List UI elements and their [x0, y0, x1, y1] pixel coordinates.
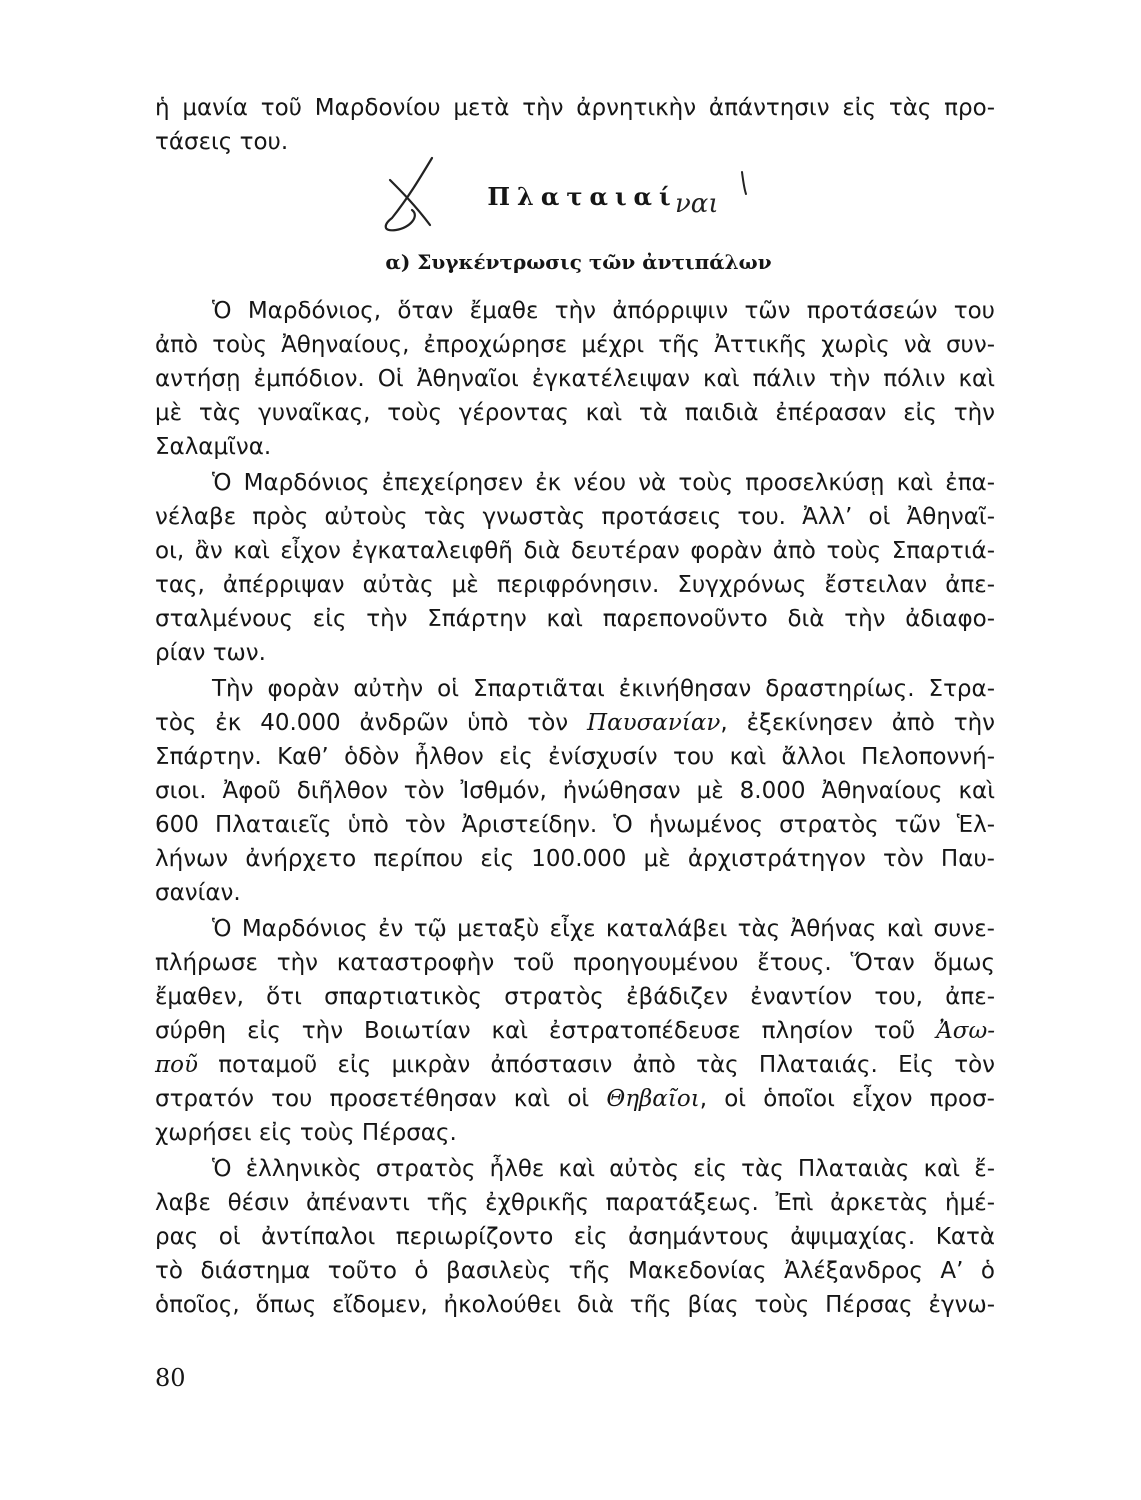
text-line: τὸς ἐκ 40.000 ἀνδρῶν ὑπὸ τὸν Παυσανίαν, ἐξεκίνησεν ἀπὸ τὴν — [155, 710, 996, 736]
text-line: Τὴν φορὰν αὐτὴν οἱ Σπαρτιᾶται ἐκινήθησαν δραστηρίως. Στρα- — [212, 676, 995, 702]
italic-term: Παυσανίαν — [587, 710, 721, 736]
text-line: Σαλαμῖνα. — [155, 434, 272, 460]
text-line: τας, ἀπέρριψαν αὐτὰς μὲ περιφρόνησιν. Συγχρόνως ἔστειλαν ἀπε- — [155, 572, 995, 598]
italic-term: Θηβαῖοι — [606, 1086, 700, 1112]
paragraph — [155, 466, 995, 670]
text-line: Σπάρτην. Καθ’ ὁδὸν ἦλθον εἰς ἐνίσχυσίν του καὶ ἄλλοι Πελοποννή- — [155, 744, 995, 770]
text-line: Ὁ Μαρδόνιος ἐπεχείρησεν ἐκ νέου νὰ τοὺς προσελκύσῃ καὶ ἐπα- — [212, 470, 995, 496]
body-text — [155, 294, 995, 1322]
paragraph — [155, 912, 995, 1150]
intro-text — [155, 91, 995, 159]
italic-term: ποῦ — [155, 1052, 198, 1078]
subheading: α) Συγκέντρωσις τῶν ἀντιπάλων — [385, 250, 772, 274]
text-line: σιοι. Ἀφοῦ διῆλθον τὸν Ἰσθμόν, ἠνώθησαν μὲ 8.000 Ἀθηναίους καὶ — [155, 778, 995, 804]
text-line: Ὁ Μαρδόνιος ἐν τῷ μεταξὺ εἶχε καταλάβει τὰς Ἀθήνας καὶ συνε- — [212, 916, 995, 942]
paragraph — [155, 294, 995, 464]
text-line: ἔμαθεν, ὅτι σπαρτιατικὸς στρατὸς ἐβάδιζεν ἐναντίον του, ἀπε- — [155, 984, 995, 1010]
text-line: τὸ διάστημα τοῦτο ὁ βασιλεὺς τῆς Μακεδονίας Ἀλέξανδρος Α’ ὁ — [155, 1258, 995, 1284]
page-number: 80 — [155, 1364, 186, 1392]
text-line: νέλαβε πρὸς αὐτοὺς τὰς γνωστὰς προτάσεις του. Ἀλλ’ οἱ Ἀθηναῖ- — [155, 504, 995, 530]
text-line: πλήρωσε τὴν καταστροφὴν τοῦ προηγουμένου ἔτους. Ὅταν ὅμως — [155, 950, 995, 976]
text-line: λαβε θέσιν ἀπέναντι τῆς ἐχθρικῆς παρατάξεως. Ἐπὶ ἀρκετὰς ἡμέ- — [155, 1190, 995, 1216]
paragraph — [155, 1152, 995, 1322]
text-line: σύρθη εἰς τὴν Βοιωτίαν καὶ ἐστρατοπέδευσε πλησίον τοῦ Ἀσω- — [155, 1018, 995, 1044]
text-line: ρας οἱ ἀντίπαλοι περιωρίζοντο εἰς ἀσημάντους ἀψιμαχίας. Κατὰ — [155, 1224, 995, 1250]
text-line: 600 Πλαταιεῖς ὑπὸ τὸν Ἀριστείδην. Ὁ ἡνωμένος στρατὸς τῶν Ἑλ- — [155, 812, 995, 838]
text-line: ὁποῖος, ὅπως εἴδομεν, ἠκολούθει διὰ τῆς βίας τοὺς Πέρσας ἐγνω- — [155, 1292, 995, 1318]
text-line: στρατόν του προσετέθησαν καὶ οἱ Θηβαῖοι, οἱ ὁποῖοι εἶχον προσ- — [155, 1086, 995, 1112]
text-line: ποῦ ποταμοῦ εἰς μικρὰν ἀπόστασιν ἀπὸ τὰς Πλαταιάς. Εἰς τὸν — [155, 1052, 995, 1078]
text-line: τάσεις του. — [155, 129, 289, 155]
text-line: ρίαν των. — [155, 640, 266, 666]
text-line: Ὁ ἑλληνικὸς στρατὸς ἦλθε καὶ αὐτὸς εἰς τὰς Πλαταιὰς καὶ ἔ- — [212, 1156, 995, 1182]
text-line: Ὁ Μαρδόνιος, ὅταν ἔμαθε τὴν ἀπόρριψιν τῶν προτάσεών του — [212, 298, 995, 324]
text-line: λήνων ἀνήρχετο περίπου εἰς 100.000 μὲ ἀρχιστράτηγον τὸν Παυ- — [155, 846, 995, 872]
text-line: σταλμένους εἰς τὴν Σπάρτην καὶ παρεπονοῦντο διὰ τὴν ἀδιαφο- — [155, 606, 995, 632]
text-line: ἡ μανία τοῦ Μαρδονίου μετὰ τὴν ἀρνητικὴν ἀπάντησιν εἰς τὰς προ- — [155, 95, 995, 121]
text-line: ἀπὸ τοὺς Ἀθηναίους, ἐπροχώρησε μέχρι τῆς Ἀττικῆς χωρὶς νὰ συν- — [155, 332, 995, 358]
text-line: χωρήσει εἰς τοὺς Πέρσας. — [155, 1120, 457, 1146]
text-line: οι, ἂν καὶ εἶχον ἐγκαταλειφθῆ διὰ δευτέραν φορὰν ἀπὸ τοὺς Σπαρτιά- — [155, 538, 995, 564]
text-line: αντήσῃ ἐμπόδιον. Οἱ Ἀθηναῖοι ἐγκατέλειψαν καὶ πάλιν τὴν πόλιν καὶ — [155, 366, 995, 392]
section-heading: Πλαταιαί — [487, 182, 678, 211]
text-line: μὲ τὰς γυναῖκας, τοὺς γέροντας καὶ τὰ παιδιὰ ἐπέρασαν εἰς τὴν — [155, 400, 995, 426]
italic-term: Ἀσω- — [936, 1018, 995, 1044]
text-line: σανίαν. — [155, 880, 241, 906]
handwritten-note: ναι — [675, 189, 719, 219]
paragraph — [155, 672, 995, 910]
